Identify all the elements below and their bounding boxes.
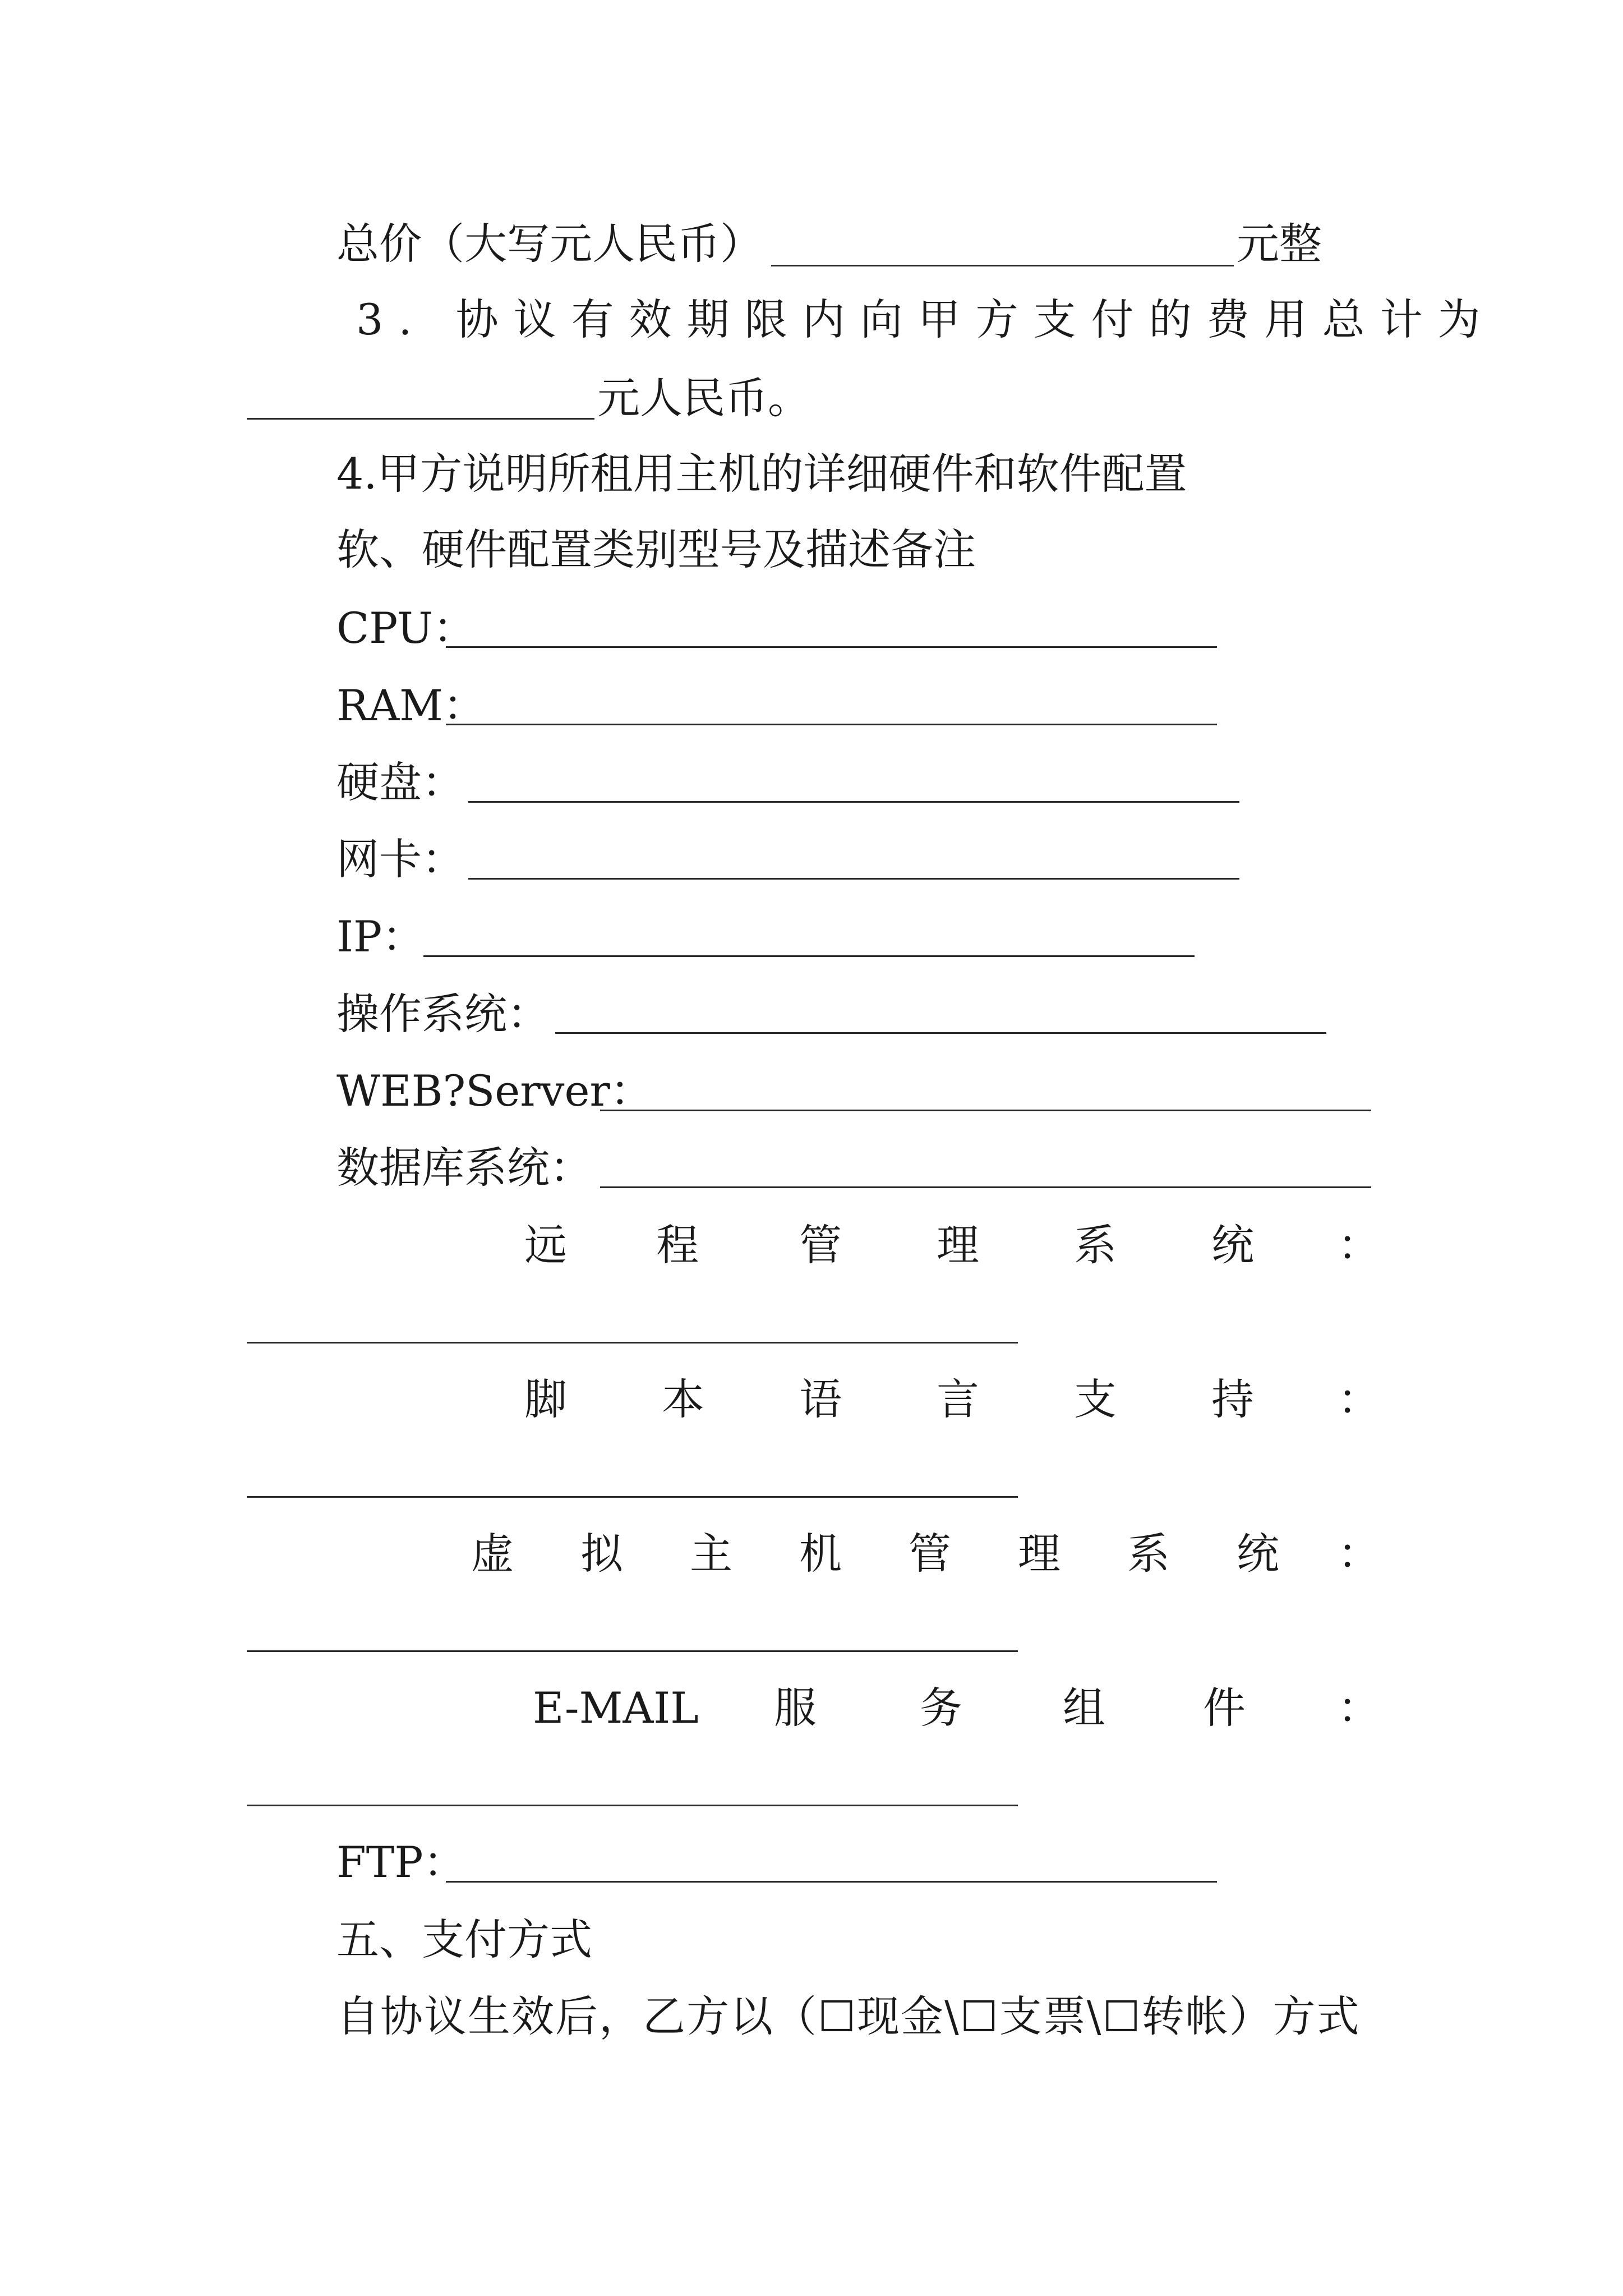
nic-label: 网卡： xyxy=(336,834,464,884)
vhost-mgmt-char: 虚 xyxy=(471,1529,514,1579)
web-server-blank[interactable] xyxy=(600,1110,1371,1111)
remote-mgmt-char: 统 xyxy=(1211,1220,1254,1270)
vhost-mgmt-colon: ： xyxy=(1338,1529,1380,1579)
vhost-mgmt-blank[interactable] xyxy=(247,1650,1018,1652)
disk-label: 硬盘： xyxy=(336,757,464,807)
database-blank[interactable] xyxy=(600,1186,1371,1188)
remote-mgmt-row xyxy=(0,1217,1623,1273)
script-lang-char: 脚 xyxy=(524,1374,567,1424)
ip-blank[interactable] xyxy=(423,955,1195,957)
total-price-suffix: 元整 xyxy=(1237,219,1322,269)
ftp-label: FTP： xyxy=(336,1837,466,1887)
email-colon: ： xyxy=(1338,1683,1380,1733)
email-char: 务 xyxy=(920,1683,962,1733)
script-lang-char: 本 xyxy=(662,1374,704,1424)
vhost-mgmt-char: 机 xyxy=(799,1529,842,1579)
database-label: 数据库系统： xyxy=(336,1143,592,1193)
ram-blank[interactable] xyxy=(446,724,1217,725)
remote-mgmt-char: 理 xyxy=(937,1220,979,1270)
vhost-mgmt-char: 拟 xyxy=(580,1529,623,1579)
config-header: 软、硬件配置类别型号及描述备注 xyxy=(336,524,976,574)
vhost-mgmt-char: 管 xyxy=(909,1529,951,1579)
section-5-heading: 五、支付方式 xyxy=(336,1915,592,1964)
web-server-label: WEB?Server： xyxy=(336,1066,653,1116)
script-lang-colon: ： xyxy=(1338,1374,1380,1424)
item-4-text: 4.甲方说明所租用主机的详细硬件和软件配置 xyxy=(336,449,1187,499)
email-blank[interactable] xyxy=(247,1805,1018,1806)
script-lang-char: 言 xyxy=(937,1374,979,1424)
email-char: 件 xyxy=(1203,1683,1246,1733)
email-row xyxy=(0,1680,1623,1736)
email-char: E-MAIL xyxy=(533,1683,699,1733)
cpu-label: CPU： xyxy=(336,603,476,653)
vhost-mgmt-char: 系 xyxy=(1127,1529,1170,1579)
nic-blank[interactable] xyxy=(468,878,1239,880)
vhost-mgmt-row xyxy=(0,1526,1623,1582)
email-char: 组 xyxy=(1063,1683,1105,1733)
vhost-mgmt-char: 理 xyxy=(1018,1529,1061,1579)
item-3-suffix: 元人民币。 xyxy=(597,373,810,423)
item-3-text: 3. 协议有效期限内向甲方支付的费用总计为 xyxy=(356,295,1496,344)
vhost-mgmt-char: 统 xyxy=(1237,1529,1279,1579)
item-3-blank[interactable] xyxy=(247,418,594,420)
script-lang-blank[interactable] xyxy=(247,1496,1018,1498)
script-lang-char: 持 xyxy=(1211,1374,1254,1424)
disk-blank[interactable] xyxy=(468,801,1239,803)
script-lang-row xyxy=(0,1372,1623,1428)
total-price-blank[interactable] xyxy=(771,265,1234,266)
ftp-blank[interactable] xyxy=(446,1881,1217,1883)
remote-mgmt-char: 远 xyxy=(524,1220,567,1270)
os-blank[interactable] xyxy=(555,1032,1326,1034)
cpu-blank[interactable] xyxy=(446,646,1217,648)
remote-mgmt-char: 程 xyxy=(656,1220,699,1270)
remote-mgmt-char: 管 xyxy=(799,1220,842,1270)
remote-mgmt-char: 系 xyxy=(1074,1220,1117,1270)
ram-label: RAM： xyxy=(336,680,486,730)
remote-mgmt-blank[interactable] xyxy=(247,1342,1018,1343)
total-price-label: 总价（大写元人民币） xyxy=(336,219,763,269)
os-label: 操作系统： xyxy=(336,989,550,1039)
script-lang-char: 支 xyxy=(1074,1374,1117,1424)
email-char: 服 xyxy=(774,1683,817,1733)
remote-mgmt-colon: ： xyxy=(1338,1220,1380,1270)
vhost-mgmt-char: 主 xyxy=(690,1529,732,1579)
section-5-text: 自协议生效后，乙方以（☐现金\☐支票\☐转帐）方式 xyxy=(336,1991,1361,2041)
ip-label: IP： xyxy=(336,912,425,961)
script-lang-char: 语 xyxy=(799,1374,842,1424)
